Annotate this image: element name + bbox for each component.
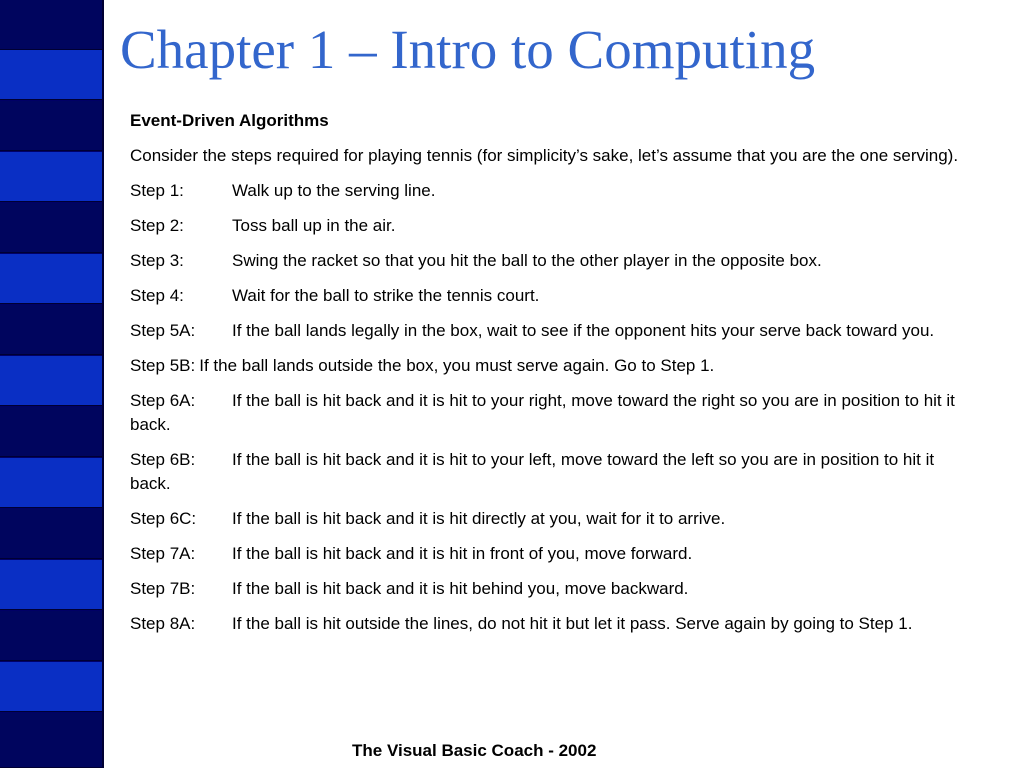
step-item: [130, 577, 960, 601]
step-text: Toss ball up in the air.: [232, 216, 396, 235]
step-label: Step 6C:: [130, 509, 197, 528]
sidebar-block: [0, 101, 102, 151]
step-label: Step 1:: [130, 181, 184, 200]
step-label: Step 2:: [130, 216, 184, 235]
step-item: [130, 214, 960, 238]
step-label: Step 8A:: [130, 614, 196, 633]
intro-paragraph: Consider the steps required for playing tennis (for simplicity’s sake, let’s assume that you are the one serving).: [130, 146, 959, 165]
sidebar-block: [0, 458, 102, 508]
step-text: If the ball lands legally in the box, wait to see if the opponent hits your serve back toward you.: [232, 321, 935, 340]
step-text: Wait for the ball to strike the tennis court.: [232, 286, 540, 305]
step-label: Step 5A:: [130, 321, 196, 340]
sidebar-block: [0, 560, 102, 610]
step-text: If the ball is hit back and it is hit to your right, move toward the right so you are in position to hit it back.: [130, 391, 955, 434]
step-label: Step 6B:: [130, 450, 196, 469]
sidebar-edge: [102, 0, 104, 768]
sidebar-block: [0, 305, 102, 355]
slide-footer: The Visual Basic Coach - 2002: [352, 741, 597, 760]
step-label: Step 7B:: [130, 579, 196, 598]
sidebar-block: [0, 50, 102, 100]
step-label: Step 4:: [130, 286, 184, 305]
step-item: [130, 389, 960, 437]
step-text: If the ball is hit back and it is hit to your left, move toward the left so you are in position to hit it back.: [130, 450, 935, 493]
sidebar-block: [0, 0, 102, 50]
step-label: Step 6A:: [130, 391, 196, 410]
step-item: [130, 612, 960, 636]
sidebar-decoration: [0, 0, 104, 768]
sidebar-block: [0, 152, 102, 202]
step-item: [130, 448, 960, 496]
step-item: [130, 179, 960, 203]
step-label: Step 7A:: [130, 544, 196, 563]
slide-title: Chapter 1 – Intro to Computing: [120, 19, 816, 80]
sidebar-block: [0, 356, 102, 406]
sidebar-block: [0, 611, 102, 661]
step-item: [130, 319, 960, 343]
step-item: [130, 507, 960, 531]
section-heading: Event-Driven Algorithms: [130, 111, 329, 130]
sidebar-block: [0, 254, 102, 304]
step-item: [130, 354, 960, 378]
step-item: [130, 284, 960, 308]
sidebar-block: [0, 662, 102, 712]
sidebar-block: [0, 407, 102, 457]
sidebar-block: [0, 203, 102, 253]
step-item: [130, 542, 960, 566]
step-text: If the ball is hit outside the lines, do not hit it but let it pass. Serve again by going to Step 1.: [232, 614, 913, 633]
sidebar-block: [0, 509, 102, 559]
step-text: Walk up to the serving line.: [232, 181, 436, 200]
sidebar-block: [0, 713, 102, 768]
step-label: Step 3:: [130, 251, 184, 270]
slide-body: [130, 109, 960, 647]
step-text: Swing the racket so that you hit the ball to the other player in the opposite box.: [232, 251, 822, 270]
step-item: [130, 249, 960, 273]
step-text: If the ball is hit back and it is hit in front of you, move forward.: [232, 544, 693, 563]
step-text: If the ball lands outside the box, you must serve again. Go to Step 1.: [199, 356, 715, 375]
step-text: If the ball is hit back and it is hit behind you, move backward.: [232, 579, 689, 598]
step-label: Step 5B:: [130, 356, 196, 375]
step-text: If the ball is hit back and it is hit directly at you, wait for it to arrive.: [232, 509, 726, 528]
